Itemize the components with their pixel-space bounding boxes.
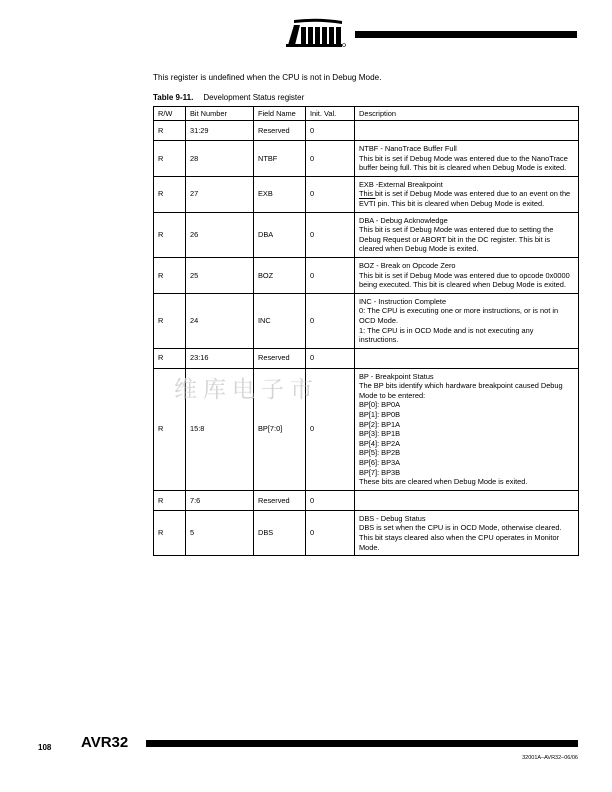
description-cell (355, 510, 579, 555)
description-cell (355, 293, 579, 348)
description-cell (355, 257, 579, 293)
field-name-cell: Reserved (254, 490, 306, 510)
rw-cell: R (154, 257, 186, 293)
description-line: This bit is set if Debug Mode was entered due to an event on the EVTI pin. This bit is cleared when Debug Mode is exited. (359, 189, 571, 208)
description-line: 0: The CPU is executing one or more instructions, or is not in OCD Mode. (359, 306, 559, 325)
document-id: 32001A–AVR32–06/06 (522, 755, 578, 761)
init-value-cell: 0 (306, 121, 355, 141)
description-line: BP[0]: BP0A (359, 400, 401, 410)
table-row (154, 293, 579, 348)
bit-number-cell: 31:29 (186, 121, 254, 141)
init-value-cell: 0 (306, 257, 355, 293)
description-cell (355, 368, 579, 490)
description-cell (355, 121, 579, 141)
field-name-cell: BOZ (254, 257, 306, 293)
init-value-cell: 0 (306, 348, 355, 368)
description-title: INC - Instruction Complete (359, 296, 447, 306)
rw-cell: R (154, 368, 186, 490)
description-line: BP[4]: BP2A (359, 438, 401, 448)
bit-number-cell: 15:8 (186, 368, 254, 490)
description-line: BP[7]: BP3B (359, 467, 401, 477)
init-value-cell: 0 (306, 368, 355, 490)
intro-paragraph: This register is undefined when the CPU is not in Debug Mode. (153, 73, 382, 82)
field-name-cell: DBS (254, 510, 306, 555)
watermark: 维库电子市 (174, 377, 319, 403)
field-name-cell: Reserved (254, 121, 306, 141)
bit-number-cell: 23:16 (186, 348, 254, 368)
description-line: This bit is set if Debug Mode was entered due to setting the Debug Request or ABORT bit in the DC register. This bit is cleared when Debug Mode is exited. (359, 225, 554, 254)
table-caption (153, 93, 304, 102)
table-row (154, 368, 579, 490)
rw-cell: R (154, 490, 186, 510)
table-row (154, 121, 579, 141)
rw-cell: R (154, 348, 186, 368)
description-line: BP[1]: BP0B (359, 410, 401, 420)
header-rule (355, 31, 577, 38)
rw-cell: R (154, 121, 186, 141)
field-name-cell: Reserved (254, 348, 306, 368)
table-row (154, 257, 579, 293)
description-title: DBS - Debug Status (359, 513, 426, 523)
rw-cell: R (154, 212, 186, 257)
field-name-cell: BP[7:0] (254, 368, 306, 490)
description-line: BP[6]: BP3A (359, 458, 401, 468)
bit-number-cell: 7:6 (186, 490, 254, 510)
column-header: R/W (154, 107, 186, 121)
description-title: BOZ - Break on Opcode Zero (359, 260, 456, 270)
init-value-cell: 0 (306, 212, 355, 257)
bit-number-cell: 27 (186, 176, 254, 212)
description-cell (355, 176, 579, 212)
description-cell (355, 141, 579, 177)
table-row (154, 176, 579, 212)
table-header-row (154, 107, 579, 121)
rw-cell: R (154, 293, 186, 348)
init-value-cell: 0 (306, 510, 355, 555)
description-title: BP - Breakpoint Status (359, 371, 434, 381)
description-title: EXB -External Breakpoint (359, 179, 443, 189)
table-caption-label: Table 9-11. (153, 93, 194, 102)
description-cell (355, 212, 579, 257)
description-title: DBA - Debug Acknowledge (359, 215, 448, 225)
bit-number-cell: 25 (186, 257, 254, 293)
column-header: Field Name (254, 107, 306, 121)
description-title: NTBF - NanoTrace Buffer Full (359, 144, 457, 153)
field-name-cell: INC (254, 293, 306, 348)
rw-cell: R (154, 510, 186, 555)
description-line: BP[2]: BP1A (359, 419, 401, 429)
description-line: 1: The CPU is in OCD Mode and is not executing any instructions. (359, 325, 534, 345)
description-cell (355, 490, 579, 510)
init-value-cell: 0 (306, 293, 355, 348)
table-caption-title: Development Status register (203, 93, 305, 102)
description-cell (355, 348, 579, 368)
column-header: Bit Number (186, 107, 254, 121)
field-name-cell: DBA (254, 212, 306, 257)
footer-title: AVR32 (81, 734, 129, 751)
table-row (154, 490, 579, 510)
description-line: This bit is set if Debug Mode was entered due to opcode 0x0000 being executed. This bit is cleared when Debug Mode is exited. (359, 270, 570, 290)
footer-rule (146, 740, 578, 747)
bit-number-cell: 28 (186, 141, 254, 177)
table-row (154, 212, 579, 257)
description-line: BP[5]: BP2B (359, 448, 401, 458)
description-line: DBS is set when the CPU is in OCD Mode, otherwise cleared. This bit stays cleared also when the CPU operates in Monitor Mode. (359, 523, 562, 552)
table-row (154, 141, 579, 177)
development-status-table (153, 106, 579, 556)
description-line: These bits are cleared when Debug Mode is exited. (359, 477, 528, 487)
field-name-cell: NTBF (254, 141, 306, 177)
description-line: The BP bits identify which hardware breakpoint caused Debug Mode to be entered: (359, 381, 563, 400)
bit-number-cell: 26 (186, 212, 254, 257)
table-row (154, 348, 579, 368)
column-header: Init. Val. (306, 107, 355, 121)
init-value-cell: 0 (306, 490, 355, 510)
bit-number-cell: 24 (186, 293, 254, 348)
page-number: 108 (38, 743, 52, 752)
description-line: BP[3]: BP1B (359, 429, 401, 439)
init-value-cell: 0 (306, 176, 355, 212)
bit-number-cell: 5 (186, 510, 254, 555)
field-name-cell: EXB (254, 176, 306, 212)
column-header: Description (355, 107, 579, 121)
init-value-cell: 0 (306, 141, 355, 177)
table-row (154, 510, 579, 555)
rw-cell: R (154, 176, 186, 212)
atmel-logo (282, 18, 346, 48)
rw-cell: R (154, 141, 186, 177)
description-line: This bit is set if Debug Mode was entered due to the NanoTrace buffer being full. This bit is cleared when Debug Mode is exited. (359, 153, 568, 173)
